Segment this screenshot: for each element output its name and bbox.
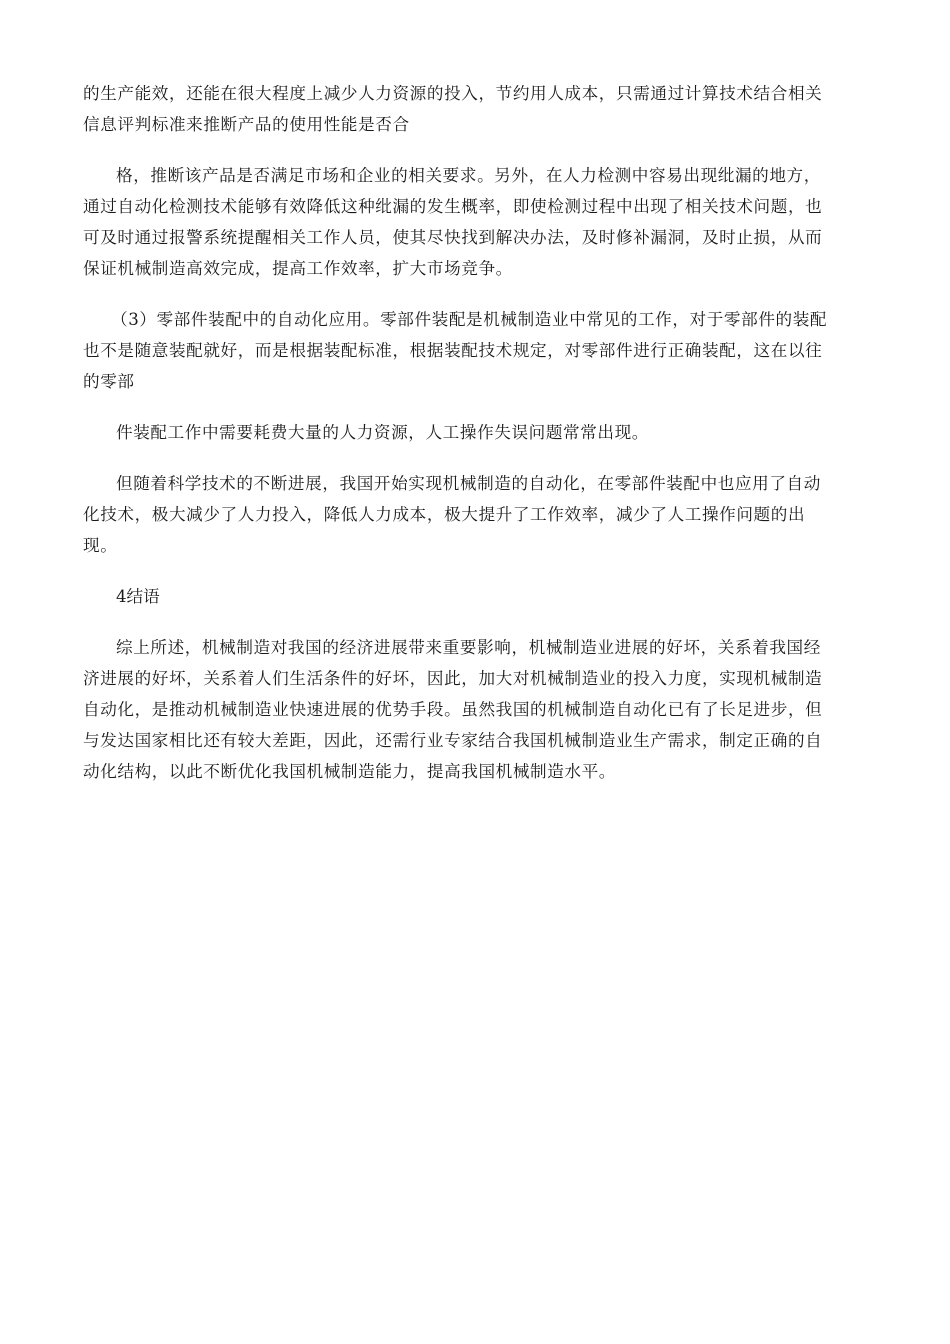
paragraph-detection (83, 160, 865, 284)
paragraph-continuation (83, 78, 865, 140)
paragraph-assembly (83, 304, 865, 397)
paragraph-assembly-cont (83, 417, 865, 448)
text-line: （3）零部件装配中的自动化应用。零部件装配是机械制造业中常见的工作，对于零部件的装配 (111, 310, 828, 329)
section-heading: 4结语 (116, 587, 160, 606)
text-line: 与发达国家相比还有较大差距，因此，还需行业专家结合我国机械制造业生产需求，制定正确的自 (83, 731, 823, 750)
text-line: 化技术，极大减少了人力投入，降低人力成本，极大提升了工作效率，减少了人工操作问题的出 (83, 505, 806, 524)
paragraph-automation (83, 468, 865, 561)
text-line: 也不是随意装配就好，而是根据装配标准，根据装配技术规定，对零部件进行正确装配，这在以往 (83, 341, 823, 360)
text-line: 保证机械制造高效完成，提高工作效率，扩大市场竞争。 (83, 259, 513, 278)
text-line: 自动化，是推动机械制造业快速进展的优势手段。虽然我国的机械制造自动化已有了长足进步，但 (83, 700, 823, 719)
text-line: 的零部 (83, 372, 135, 391)
text-line: 济进展的好坏，关系着人们生活条件的好坏，因此，加大对机械制造业的投入力度，实现机械制造 (83, 669, 823, 688)
document-body (83, 78, 865, 807)
text-line: 动化结构，以此不断优化我国机械制造能力，提高我国机械制造水平。 (83, 762, 617, 781)
text-line: 信息评判标准来推断产品的使用性能是否合 (83, 115, 410, 134)
text-line: 现。 (83, 536, 118, 555)
text-line: 格，推断该产品是否满足市场和企业的相关要求。另外，在人力检测中容易出现纰漏的地方， (116, 166, 821, 185)
text-line: 的生产能效，还能在很大程度上减少人力资源的投入，节约用人成本，只需通过计算技术结合相关 (83, 84, 823, 103)
paragraph-conclusion (83, 632, 865, 787)
text-line: 可及时通过报警系统提醒相关工作人员，使其尽快找到解决办法，及时修补漏洞，及时止损，从而 (83, 228, 823, 247)
text-line: 件装配工作中需要耗费大量的人力资源，人工操作失误问题常常出现。 (116, 423, 650, 442)
text-line: 但随着科学技术的不断进展，我国开始实现机械制造的自动化，在零部件装配中也应用了自动 (116, 474, 821, 493)
text-line: 通过自动化检测技术能够有效降低这种纰漏的发生概率，即使检测过程中出现了相关技术问题，也 (83, 197, 823, 216)
text-line: 综上所述，机械制造对我国的经济进展带来重要影响，机械制造业进展的好坏，关系着我国经 (116, 638, 821, 657)
